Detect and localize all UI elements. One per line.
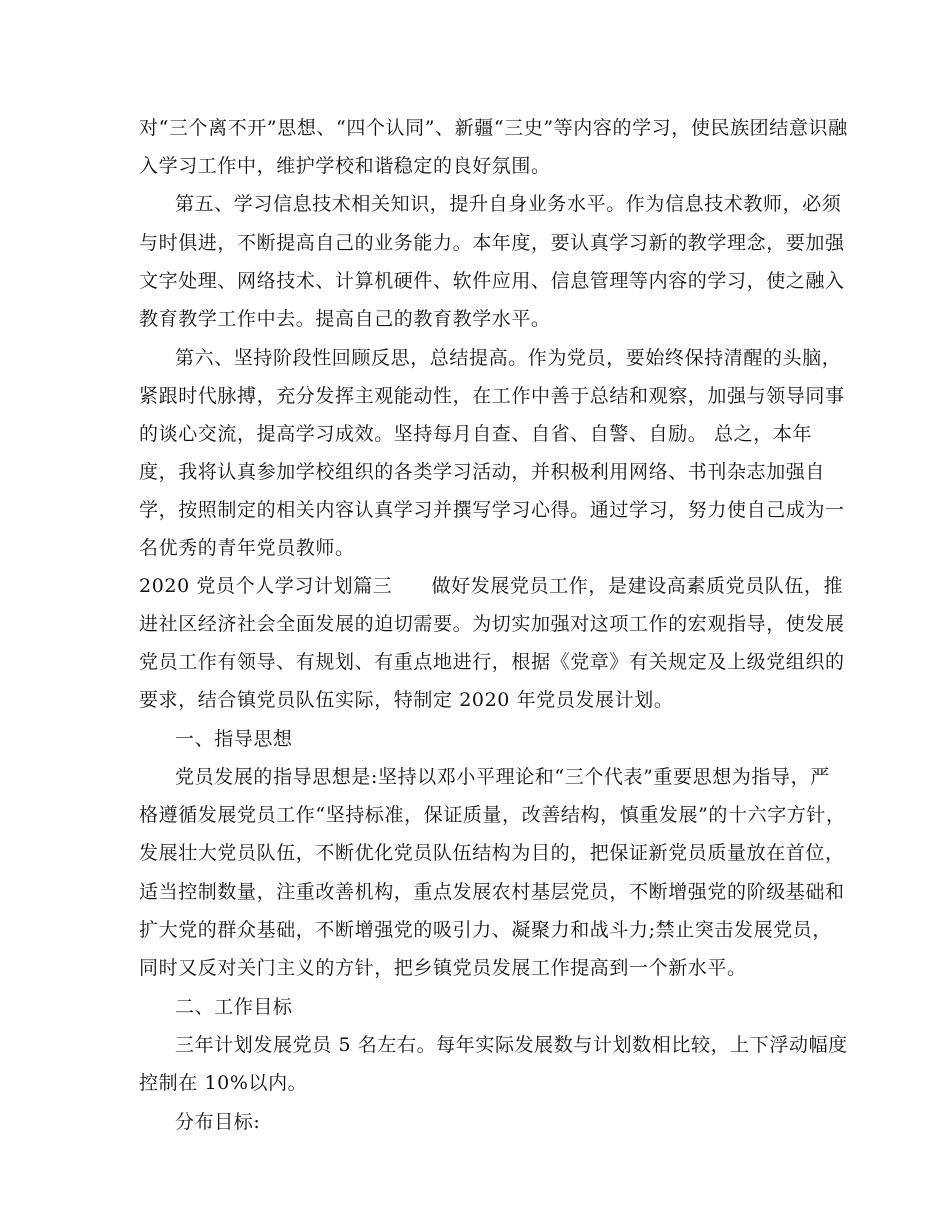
section-heading-line: 2020 党员个人学习计划篇三 做好发展党员工作，是建设高素质党员队伍，推 [139,575,844,597]
text-line: 与时俱进，不断提高自己的业务能力。本年度，要认真学习新的教学理念，要加强 [139,232,845,254]
text-line: 入学习工作中，维护学校和谐稳定的良好氛围。 [139,155,551,177]
text-line: 教育教学工作中去。提高自己的教育教学水平。 [139,308,551,330]
text-line: 紧跟时代脉搏，充分发挥主观能动性，在工作中善于总结和观察，加强与领导同事 [139,385,845,407]
paragraph-start-line: 三年计划发展党员 5 名左右。每年实际发展数与计划数相比较，上下浮动幅度 [175,1034,848,1056]
text-line: 文字处理、网络技术、计算机硬件、软件应用、信息管理等内容的学习，使之融入 [139,270,845,292]
paragraph-start-line: 第六、坚持阶段性回顾反思，总结提高。作为党员，要始终保持清醒的头脑， [175,347,842,369]
text-line: 党员工作有领导、有规划、有重点地进行，根据《党章》有关规定及上级党组织的 [139,651,845,673]
text-line: 要求，结合镇党员队伍实际，特制定 2020 年党员发展计划。 [139,689,674,711]
text-line: 度，我将认真参加学校组织的各类学习活动，并积极利用网络、书刊杂志加强自 [139,461,826,483]
text-line: 对“三个离不开”思想、“四个认同”、新疆“三史”等内容的学习，使民族团结意识融 [139,117,848,139]
text-line: 控制在 10%以内。 [139,1072,308,1094]
text-line: 的谈心交流，提高学习成效。坚持每月自查、自省、自警、自励。 总之，本年 [139,423,813,445]
paragraph-start-line: 分布目标: [175,1111,261,1133]
paragraph-start-line: 党员发展的指导思想是:坚持以邓小平理论和“三个代表”重要思想为指导，严 [175,766,830,788]
text-line: 同时又反对关门主义的方针，把乡镇党员发展工作提高到一个新水平。 [139,957,747,979]
text-line: 名优秀的青年党员教师。 [139,537,355,559]
text-line: 发展壮大党员队伍，不断优化党员队伍结构为目的，把保证新党员质量放在首位， [139,842,845,864]
paragraph-start-line: 第五、学习信息技术相关知识，提升自身业务水平。作为信息技术教师，必须 [175,193,842,215]
text-line: 扩大党的群众基础，不断增强党的吸引力、凝聚力和战斗力;禁止突击发展党员， [139,919,833,941]
subheading-line: 一、指导思想 [175,728,293,750]
text-line: 适当控制数量，注重改善机构，重点发展农村基层党员，不断增强党的阶级基础和 [139,881,845,903]
text-line: 学，按照制定的相关内容认真学习并撰写学习心得。通过学习，努力使自己成为一 [139,499,845,521]
text-line: 进社区经济社会全面发展的迫切需要。为切实加强对这项工作的宏观指导，使发展 [139,613,845,635]
subheading-line: 二、工作目标 [175,996,293,1018]
text-line: 格遵循发展党员工作“坚持标准，保证质量，改善结构，慎重发展”的十六字方针， [139,804,846,826]
